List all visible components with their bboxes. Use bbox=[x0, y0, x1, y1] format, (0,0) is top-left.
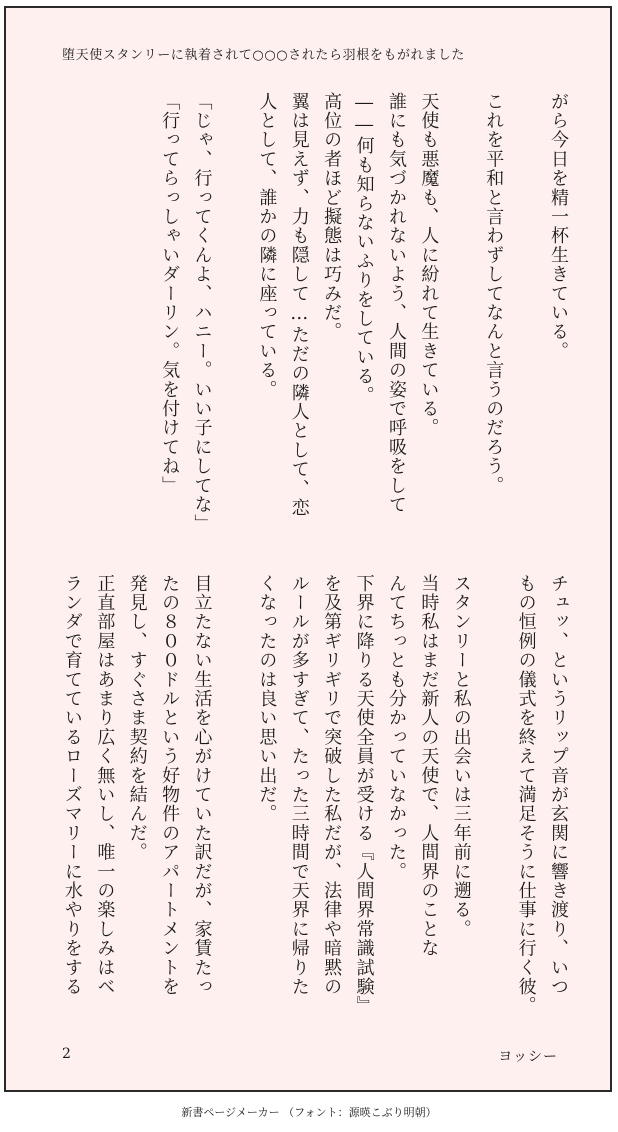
text-line: ルールが多すぎて、たった三時間で天界に帰りた bbox=[288, 574, 310, 997]
footer-credit: 新書ページメーカー （フォント：源暎こぶり明朝） bbox=[181, 1106, 437, 1119]
text-line: ――何も知らないふりをしている。 bbox=[353, 92, 375, 406]
upper-text-block bbox=[153, 92, 574, 532]
text-line: 発見し、すぐさま契約を結んだ。 bbox=[126, 574, 148, 862]
text-line: ランダで育てているローズマリーに水やりをする bbox=[61, 574, 83, 997]
text-line bbox=[218, 92, 250, 532]
text-line: 高位の者ほど擬態は巧みだ。 bbox=[321, 92, 343, 342]
manuscript-page bbox=[4, 6, 612, 1092]
text-line: を及第ギリギリで突破した私だが、法律や暗黙の bbox=[321, 574, 343, 997]
text-line: 誰にも気づかれないよう、人間の姿で呼吸をして bbox=[385, 92, 407, 515]
text-line: んてちっとも分かっていなかった。 bbox=[385, 574, 407, 882]
text-line: がら今日を精一杯生きている。 bbox=[548, 92, 569, 361]
text-line: 「じゃ、行ってくんよ、ハニー。いい子にしてな」 bbox=[191, 92, 213, 534]
lower-text-block bbox=[56, 574, 575, 1014]
text-line bbox=[444, 92, 476, 532]
text-line: 下界に降りる天使全員が受ける『人間界常識試験』 bbox=[353, 574, 375, 1016]
author-name: ヨッシー bbox=[498, 1049, 558, 1065]
text-line: たの８００ドルという好物件のアパートメントを bbox=[159, 574, 181, 997]
text-line: 「行ってらっしゃいダーリン。気を付けてね」 bbox=[159, 92, 181, 496]
text-line: 当時私はまだ新人の天使で、人間界のことな bbox=[418, 574, 440, 958]
page-number: 2 bbox=[62, 1046, 71, 1062]
text-line: 正直部屋はあまり広く無いし、唯一の楽しみはベ bbox=[94, 574, 116, 997]
text-line: もの恒例の儀式を終えて満足そうに仕事に行く彼。 bbox=[515, 574, 537, 1016]
page-title: 堕天使スタンリーに執着されて○○○されたら羽根をもがれました bbox=[62, 48, 466, 63]
text-line: 人として、誰かの隣に座っている。 bbox=[256, 92, 278, 400]
text-line: スタンリーと私の出会いは三年前に遡る。 bbox=[450, 574, 472, 939]
text-line: 目立たない生活を心がけていた訳だが、家賃たっ bbox=[191, 574, 213, 997]
text-line bbox=[218, 574, 250, 1014]
text-line: 翼は見えず、力も隠して…ただの隣人として、恋 bbox=[288, 92, 310, 518]
text-line: チュッ、というリップ音が玄関に響き渡り、いつ bbox=[548, 574, 569, 997]
text-line bbox=[509, 92, 541, 532]
text-line bbox=[477, 574, 509, 1014]
text-line: 天使も悪魔も、人に紛れて生きている。 bbox=[418, 92, 440, 438]
text-line: くなったのは良い思い出だ。 bbox=[256, 574, 278, 824]
text-line: これを平和と言わずしてなんと言うのだろう。 bbox=[483, 92, 505, 496]
